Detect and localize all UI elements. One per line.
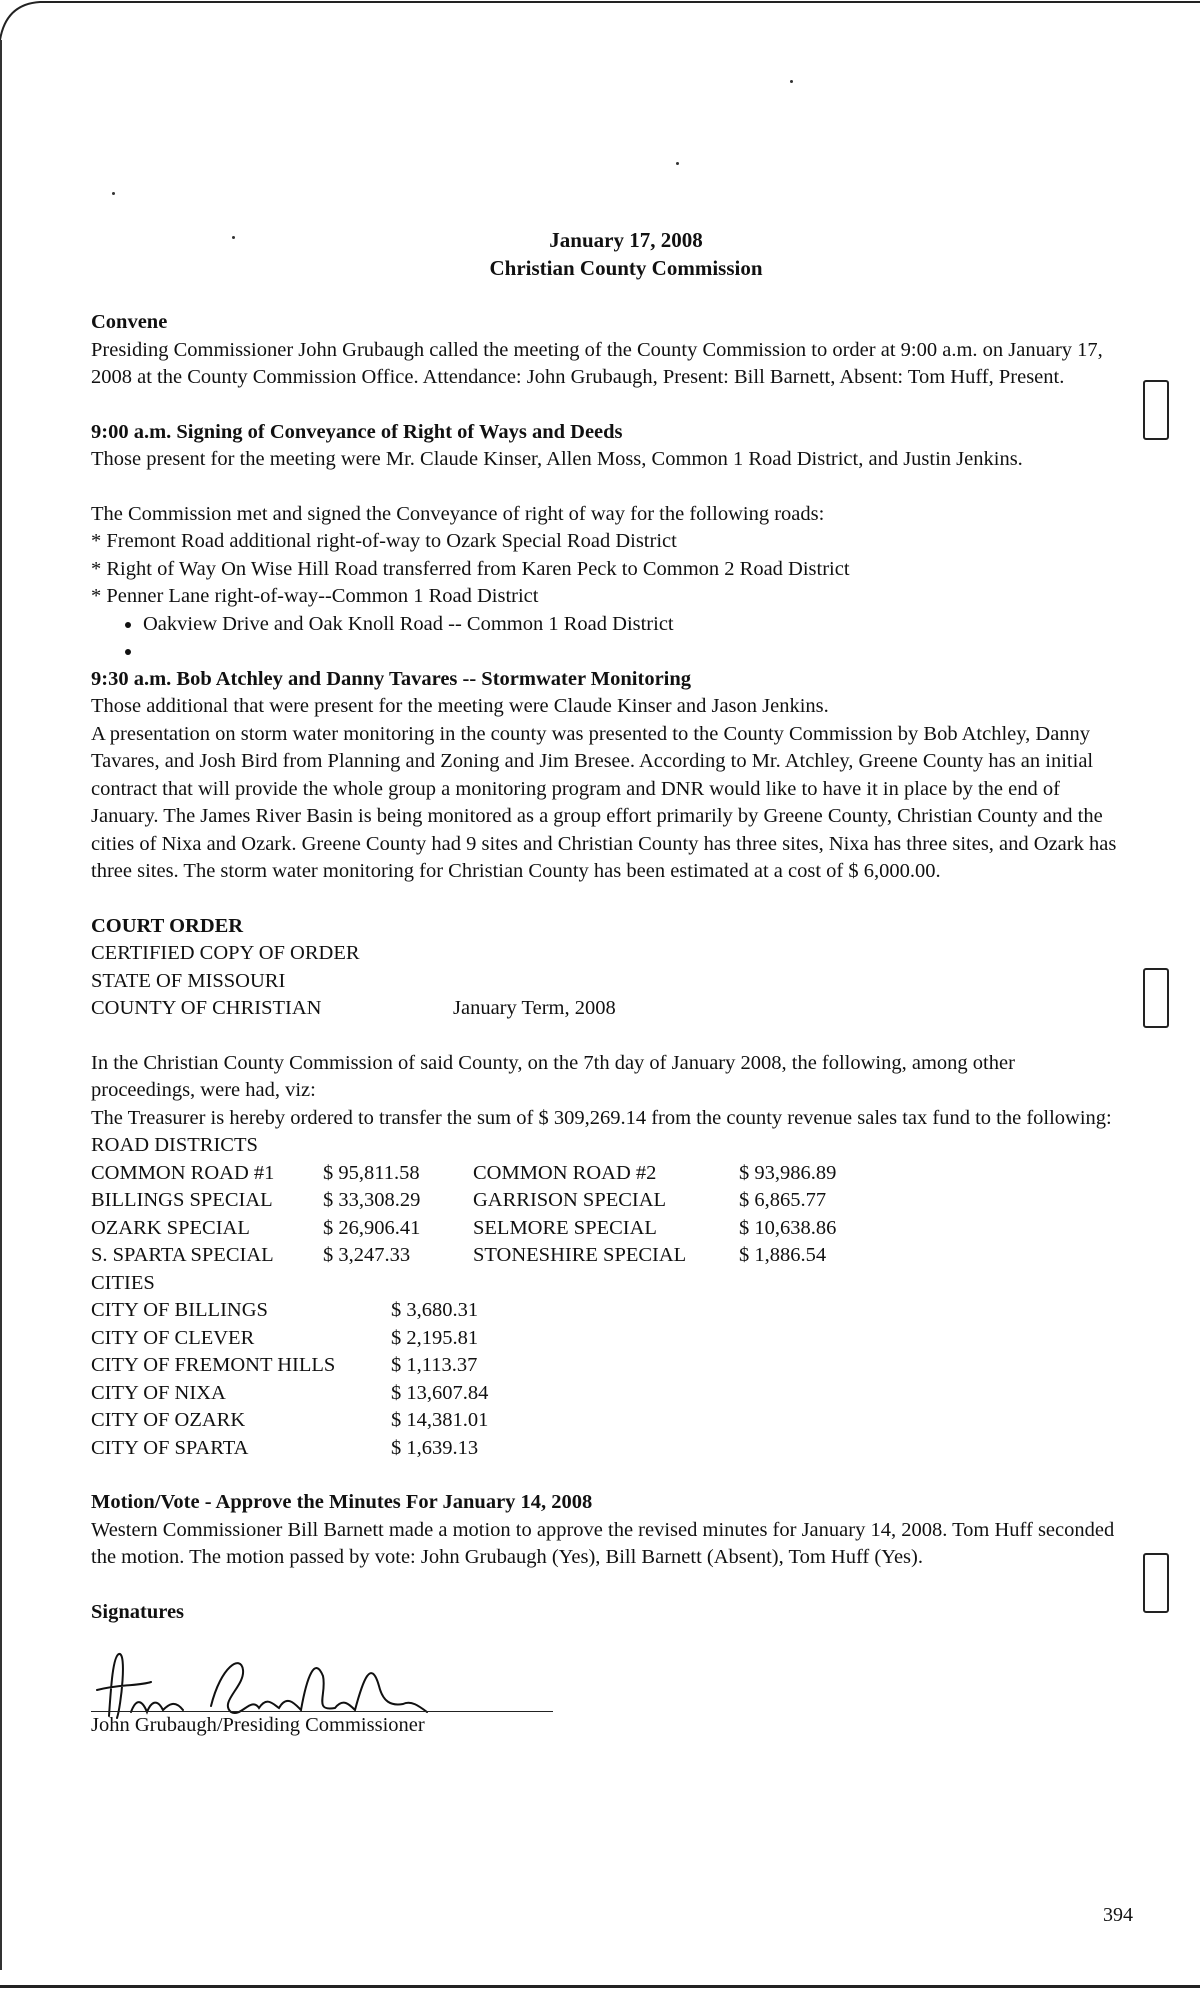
- court-order-county-row: [91, 995, 1121, 1023]
- table-cell: $ 1,886.54: [739, 1244, 827, 1266]
- road-bullet-list: [91, 611, 1121, 666]
- table-row: [91, 1325, 488, 1353]
- road-districts-heading: ROAD DISTRICTS: [91, 1134, 258, 1156]
- page-title: Christian County Commission: [489, 256, 763, 280]
- table-cell: $ 93,986.89: [739, 1161, 837, 1184]
- table-cell: CITY OF NIXA: [91, 1381, 226, 1404]
- table-row: [91, 1242, 836, 1270]
- table-cell: CITY OF FREMONT HILLS: [91, 1354, 336, 1376]
- stormwater-text: A presentation on storm water monitoring in the county was presented to the County Commission by Bob Atchley, Danny Tavares, and Josh Bird from Planning and Zoning and Jim Bresee. According to Mr. Atchley, Greene County has an initial contract that will provide the whole group a monitoring program and DNR would like to have it in place by the end of January. The James River Basin is being monitored as a group effort primarily by Greene County, Christian County and the cities of Nixa and Ozark. Greene County had 9 sites and Christian County has three sites, Nixa has three sites, and Ozark has three sites. The storm water monitoring for Christian County has been estimated at a cost of $ 6,000.00.: [91, 722, 1117, 882]
- table-cell: $ 1,639.13: [391, 1436, 479, 1459]
- table-cell: CITY OF OZARK: [91, 1409, 246, 1431]
- table-cell: CITY OF CLEVER: [91, 1326, 255, 1349]
- table-cell: $ 3,680.31: [391, 1299, 479, 1321]
- margin-box: [1143, 968, 1169, 1028]
- margin-box: [1143, 380, 1169, 440]
- court-order-heading: COURT ORDER: [91, 914, 244, 937]
- table-cell: $ 3,247.33: [323, 1244, 411, 1266]
- court-order-county: COUNTY OF CHRISTIAN: [91, 997, 322, 1019]
- scan-speck: [676, 162, 679, 165]
- table-row: [91, 1187, 836, 1215]
- table-cell: COMMON ROAD #2: [473, 1161, 657, 1184]
- table-cell: $ 6,865.77: [739, 1189, 827, 1211]
- table-cell: CITY OF BILLINGS: [91, 1299, 268, 1321]
- court-order-transfer: The Treasurer is hereby ordered to transfer the sum of $ 309,269.14 from the county revenue sales tax fund to the following:: [91, 1106, 1112, 1129]
- table-cell: $ 14,381.01: [391, 1409, 489, 1431]
- stormwater-heading: 9:30 a.m. Bob Atchley and Danny Tavares -- Stormwater Monitoring: [91, 667, 692, 690]
- minutes-body: [91, 226, 1121, 1736]
- court-order-line: STATE OF MISSOURI: [91, 969, 286, 992]
- signing-heading: 9:00 a.m. Signing of Conveyance of Right of Ways and Deeds: [91, 420, 623, 443]
- scan-speck: [112, 192, 115, 195]
- list-item: * Fremont Road additional right-of-way to Ozark Special Road District: [91, 530, 677, 552]
- cities-table: [91, 1297, 488, 1462]
- scan-border-top: [0, 0, 1200, 60]
- cities-heading: CITIES: [91, 1271, 155, 1294]
- table-cell: COMMON ROAD #1: [91, 1161, 275, 1184]
- stormwater-present: Those additional that were present for the meeting were Claude Kinser and Jason Jenkins.: [91, 695, 829, 717]
- table-row: [91, 1352, 488, 1380]
- list-item: * Penner Lane right-of-way--Common 1 Road District: [91, 585, 539, 607]
- table-cell: GARRISON SPECIAL: [473, 1189, 667, 1211]
- list-item: • Oakview Drive and Oak Knoll Road -- Common 1 Road District: [143, 611, 1121, 639]
- table-cell: $ 33,308.29: [323, 1189, 421, 1211]
- court-order-proceedings: In the Christian County Commission of said County, on the 7th day of January 2008, the following, among other proceedings, were had, viz:: [91, 1051, 1015, 1101]
- table-row: [91, 1215, 836, 1243]
- table-cell: $ 95,811.58: [323, 1161, 420, 1184]
- table-cell: S. SPARTA SPECIAL: [91, 1244, 274, 1266]
- table-row: [91, 1435, 488, 1463]
- road-list: [91, 528, 1121, 611]
- table-cell: $ 2,195.81: [391, 1326, 479, 1349]
- convene-heading: Convene: [91, 311, 168, 333]
- table-cell: $ 1,113.37: [391, 1354, 478, 1376]
- table-cell: CITY OF SPARTA: [91, 1436, 249, 1459]
- signature-caption: John Grubaugh/Presiding Commissioner: [91, 1714, 425, 1736]
- road-districts-table: [91, 1160, 836, 1270]
- signature-block: [91, 1626, 1121, 1736]
- table-row: [91, 1160, 836, 1188]
- signing-intro: The Commission met and signed the Conveyance of right of way for the following roads:: [91, 502, 825, 525]
- table-cell: SELMORE SPECIAL: [473, 1216, 657, 1239]
- table-cell: OZARK SPECIAL: [91, 1216, 250, 1239]
- table-row: [91, 1297, 488, 1325]
- signatures-heading: Signatures: [91, 1600, 185, 1623]
- table-cell: $ 26,906.41: [323, 1216, 421, 1239]
- table-cell: $ 10,638.86: [739, 1216, 837, 1239]
- table-cell: STONESHIRE SPECIAL: [473, 1244, 687, 1266]
- page-number: 394: [1103, 1904, 1133, 1926]
- table-cell: BILLINGS SPECIAL: [91, 1189, 273, 1211]
- signing-present: Those present for the meeting were Mr. Claude Kinser, Allen Moss, Common 1 Road District, and Justin Jenkins.: [91, 448, 1023, 470]
- court-order-line: CERTIFIED COPY OF ORDER: [91, 942, 360, 964]
- scan-speck: [790, 80, 793, 83]
- scan-border-bottom: [0, 1985, 1200, 1988]
- margin-box: [1143, 1553, 1169, 1613]
- court-order-term: January Term, 2008: [453, 997, 616, 1019]
- list-item: [143, 638, 1121, 666]
- convene-text: Presiding Commissioner John Grubaugh called the meeting of the County Commission to order at 9:00 a.m. on January 17, 2008 at the County Commission Office. Attendance: John Grubaugh, Present: Bill Barnett, Absent: Tom Huff, Present.: [91, 338, 1103, 388]
- scan-border-left: [0, 40, 2, 1970]
- meeting-date: January 17, 2008: [549, 228, 703, 252]
- table-row: [91, 1380, 488, 1408]
- table-row: [91, 1407, 488, 1435]
- list-item: * Right of Way On Wise Hill Road transferred from Karen Peck to Common 2 Road District: [91, 557, 850, 580]
- motion-text: Western Commissioner Bill Barnett made a motion to approve the revised minutes for January 14, 2008. Tom Huff seconded the motion. The motion passed by vote: John Grubaugh (Yes), Bill Barnett (Absent), Tom Huff (Yes).: [91, 1518, 1115, 1568]
- motion-heading: Motion/Vote - Approve the Minutes For January 14, 2008: [91, 1491, 593, 1513]
- table-cell: $ 13,607.84: [391, 1381, 489, 1404]
